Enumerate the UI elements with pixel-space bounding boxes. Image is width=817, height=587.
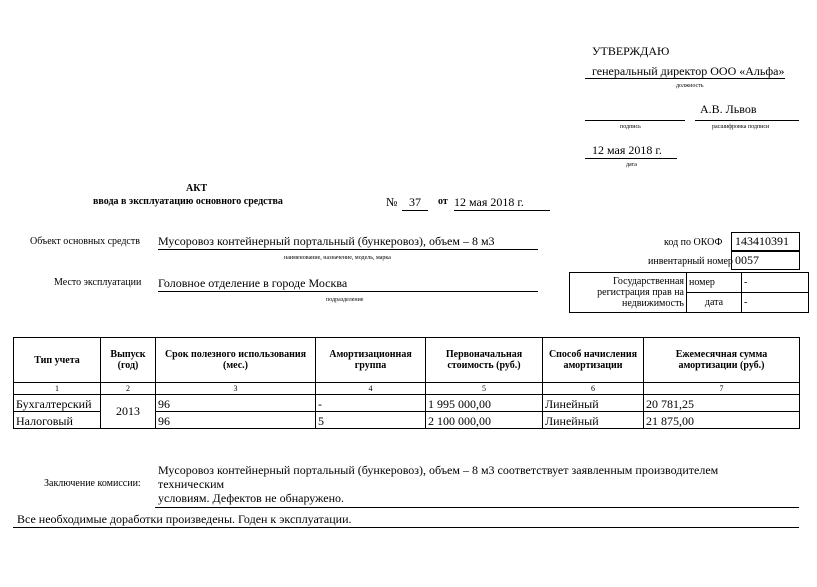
col-number: 1	[14, 383, 101, 395]
registration-date-label: дата	[687, 293, 742, 313]
col-number: 4	[316, 383, 426, 395]
registration-date-value: -	[742, 293, 809, 313]
header-method: Способ начисления амортизации	[543, 338, 644, 383]
place-value: Головное отделение в городе Москва	[158, 276, 538, 292]
col-number: 3	[156, 383, 316, 395]
conclusion-label: Заключение комиссии:	[44, 478, 141, 489]
col-number: 5	[426, 383, 543, 395]
inventory-label: инвентарный номер	[648, 256, 733, 267]
act-number-label: №	[386, 195, 398, 209]
row-type: Налоговый	[14, 412, 101, 429]
header-group: Амортизационная группа	[316, 338, 426, 383]
conclusion-line3: условиям. Дефектов не обнаружено.	[158, 491, 345, 505]
registration-table	[569, 272, 809, 313]
act-date: 12 мая 2018 г.	[454, 195, 550, 211]
header-term: Срок полезного использования (мес.)	[156, 338, 316, 383]
table-row	[14, 395, 800, 412]
row-cost: 1 995 000,00	[426, 395, 543, 412]
okof-value: 143410391	[731, 232, 800, 251]
act-number: 37	[402, 195, 428, 211]
registration-number-value: -	[742, 273, 809, 293]
approval-title: УТВЕРЖДАЮ	[592, 44, 670, 58]
date-caption: дата	[626, 162, 637, 168]
decoding-caption: расшифровка подписи	[712, 124, 770, 130]
approval-position: генеральный директор ООО «Альфа»	[592, 64, 785, 78]
header-cost: Первоначальная стоимость (руб.)	[426, 338, 543, 383]
position-caption: должность	[676, 83, 704, 89]
registration-number-label: номер	[687, 273, 742, 293]
object-value: Мусоровоз контейнерный портальный (бункеровоз), объем – 8 м3	[158, 234, 538, 250]
inventory-value: 0057	[731, 251, 800, 270]
row-term: 96	[156, 395, 316, 412]
row-monthly: 20 781,25	[644, 395, 800, 412]
row-group: 5	[316, 412, 426, 429]
act-title: АКТ	[186, 183, 208, 194]
col-number: 7	[644, 383, 800, 395]
col-number: 6	[543, 383, 644, 395]
row-type: Бухгалтерский	[14, 395, 101, 412]
object-caption: наименование, назначение, модель, марка	[284, 255, 391, 261]
row-group: -	[316, 395, 426, 412]
depreciation-table	[13, 337, 800, 429]
signature-caption: подпись	[620, 124, 641, 130]
header-type: Тип учета	[14, 338, 101, 383]
header-monthly: Ежемесячная сумма амортизации (руб.)	[644, 338, 800, 383]
conclusion-line1: Мусоровоз контейнерный портальный (бункеровоз), объем – 8 м3 соответствует заявленным производителем	[158, 463, 719, 477]
place-label: Место эксплуатации	[54, 277, 142, 288]
object-label: Объект основных средств	[30, 236, 140, 247]
row-year: 2013	[101, 395, 156, 429]
col-number: 2	[101, 383, 156, 395]
act-subtitle: ввода в эксплуатацию основного средства	[93, 196, 283, 207]
registration-label: Государственная регистрация прав на недвижимость	[570, 273, 687, 313]
place-caption: подразделение	[326, 297, 364, 303]
act-date-label: от	[438, 196, 448, 207]
row-monthly: 21 875,00	[644, 412, 800, 429]
row-cost: 2 100 000,00	[426, 412, 543, 429]
row-method: Линейный	[543, 395, 644, 412]
row-method: Линейный	[543, 412, 644, 429]
conclusion-line4: Все необходимые доработки произведены. Годен к эксплуатации.	[17, 512, 352, 526]
row-term: 96	[156, 412, 316, 429]
header-year: Выпуск (год)	[101, 338, 156, 383]
approval-signer: А.В. Львов	[700, 102, 757, 116]
conclusion-line2: техническим	[158, 477, 225, 491]
approval-date: 12 мая 2018 г.	[592, 143, 662, 157]
okof-label: код по ОКОФ	[664, 237, 723, 248]
